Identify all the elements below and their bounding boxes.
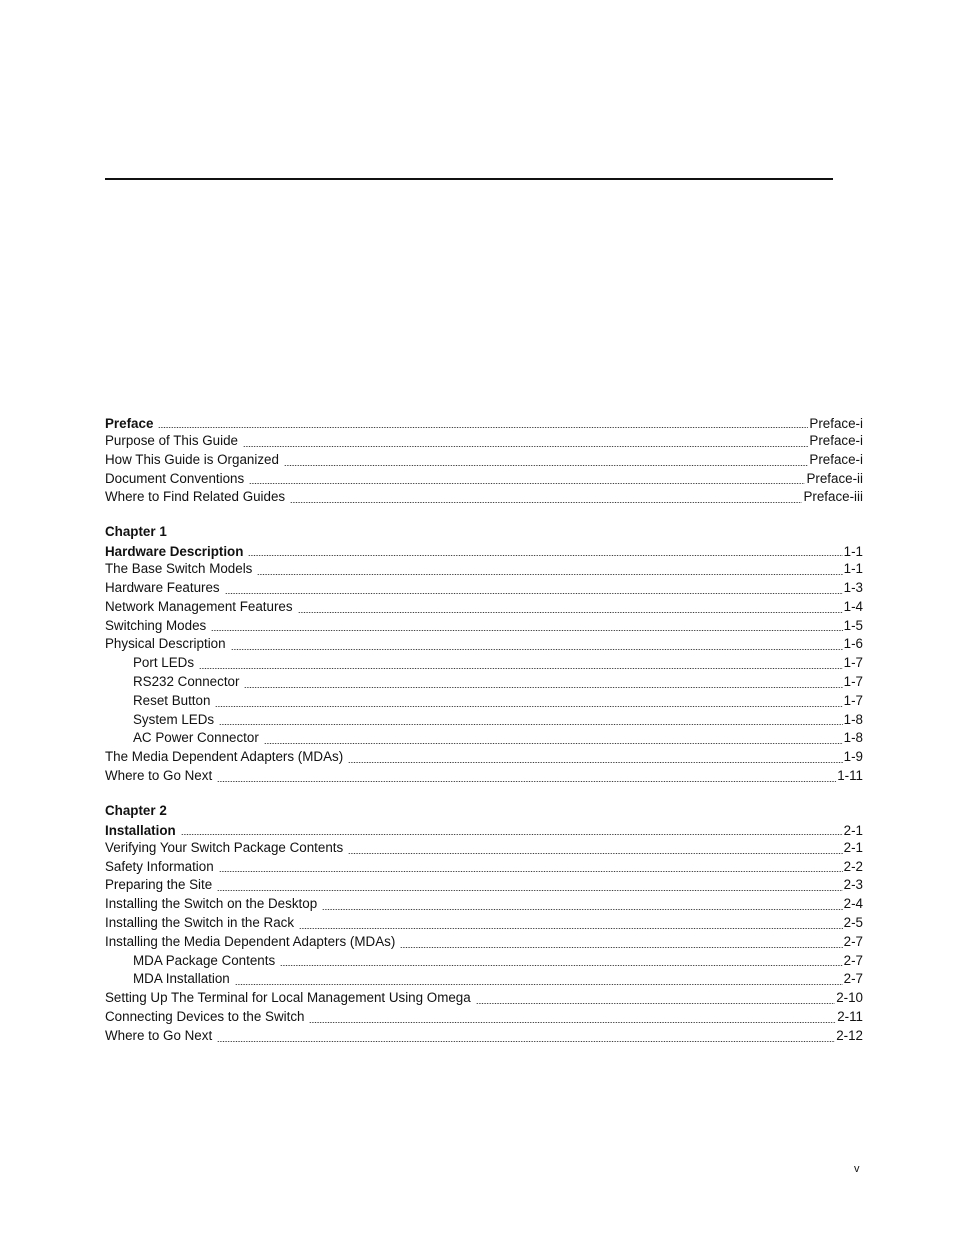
- toc-entry-page: 2-7: [843, 971, 863, 987]
- toc-entry[interactable]: [105, 933, 863, 952]
- toc-section-preface: [105, 416, 863, 507]
- dot-leader: [299, 928, 843, 929]
- dot-leader: [199, 668, 843, 669]
- dot-leader: [322, 909, 843, 910]
- toc-subentry[interactable]: [105, 729, 863, 748]
- toc-section-chapter-2: [105, 801, 863, 1046]
- toc-entry[interactable]: [105, 989, 863, 1008]
- toc-subentry[interactable]: [105, 711, 863, 730]
- dot-leader: [181, 834, 843, 835]
- toc-entry-title: Preface: [105, 416, 154, 431]
- dot-leader: [298, 612, 843, 613]
- dot-leader: [244, 687, 842, 688]
- toc-entry-page: 1-1: [843, 561, 863, 577]
- toc-entry[interactable]: [105, 598, 863, 617]
- toc-entry-page: 1-7: [843, 673, 863, 689]
- header-rule: [105, 178, 833, 180]
- toc-entry-page: Preface-iii: [803, 489, 863, 505]
- dot-leader: [264, 743, 843, 744]
- toc-entry-title: Reset Button: [133, 692, 211, 708]
- toc-entry-page: 2-1: [843, 822, 863, 838]
- toc-entry-title: Installing the Switch on the Desktop: [105, 896, 318, 912]
- toc-entry[interactable]: [105, 914, 863, 933]
- toc-entry-title: Where to Find Related Guides: [105, 489, 286, 505]
- dot-leader: [280, 965, 842, 966]
- toc-entry-page: Preface-i: [809, 433, 863, 448]
- toc-entry-page: 2-5: [843, 914, 863, 930]
- toc-subentry[interactable]: [105, 970, 863, 989]
- toc-entry[interactable]: [105, 1027, 863, 1046]
- toc-entry-page: 1-11: [837, 767, 863, 783]
- dot-leader: [348, 762, 842, 763]
- toc-entry-title: Hardware Description: [105, 544, 244, 560]
- dot-leader: [284, 465, 808, 466]
- dot-leader: [243, 446, 808, 447]
- toc-entry-page: 1-7: [843, 655, 863, 671]
- toc-subentry[interactable]: [105, 952, 863, 971]
- toc-heading-entry[interactable]: [105, 416, 863, 432]
- toc-entry-title: MDA Installation: [133, 971, 230, 987]
- toc-entry-title: Port LEDs: [133, 655, 195, 671]
- toc-entry[interactable]: [105, 876, 863, 895]
- dot-leader: [219, 871, 843, 872]
- toc-entry-title: The Media Dependent Adapters (MDAs): [105, 749, 344, 765]
- dot-leader: [158, 427, 808, 428]
- toc-entry[interactable]: [105, 1008, 863, 1027]
- dot-leader: [217, 890, 842, 891]
- toc-entry-page: 2-2: [843, 858, 863, 874]
- toc-entry-page: Preface-ii: [806, 470, 863, 486]
- toc-entry-page: 1-5: [843, 617, 863, 633]
- toc-entry-title: Installing the Media Dependent Adapters (MDAs): [105, 933, 396, 949]
- table-of-contents: [105, 416, 863, 1061]
- toc-heading-entry[interactable]: [105, 544, 863, 560]
- toc-entry-page: 1-1: [843, 544, 863, 560]
- toc-entry[interactable]: [105, 432, 863, 451]
- toc-heading-entry[interactable]: [105, 823, 863, 839]
- toc-entry-title: Connecting Devices to the Switch: [105, 1008, 305, 1024]
- toc-entry-page: 2-1: [843, 839, 863, 855]
- toc-entry[interactable]: [105, 858, 863, 877]
- toc-entry-title: System LEDs: [133, 711, 215, 727]
- dot-leader: [225, 593, 843, 594]
- dot-leader: [215, 706, 842, 707]
- toc-entry-title: The Base Switch Models: [105, 561, 253, 577]
- toc-entry-title: AC Power Connector: [133, 730, 259, 746]
- toc-entry-page: 2-7: [843, 952, 863, 968]
- toc-entry-page: 2-7: [843, 933, 863, 949]
- toc-entry[interactable]: [105, 560, 863, 579]
- toc-entry-title: Safety Information: [105, 858, 214, 874]
- toc-entry-title: Installation: [105, 822, 176, 838]
- toc-entry-page: 2-12: [836, 1027, 863, 1043]
- toc-entry-page: 2-4: [843, 896, 863, 912]
- toc-entry-page: 2-11: [837, 1008, 863, 1024]
- toc-entry-title: Switching Modes: [105, 617, 207, 633]
- toc-entry-title: Verifying Your Switch Package Contents: [105, 839, 344, 855]
- dot-leader: [235, 984, 843, 985]
- dot-leader: [348, 853, 842, 854]
- toc-entry[interactable]: [105, 895, 863, 914]
- toc-entry-title: Physical Description: [105, 636, 226, 652]
- toc-entry-page: 1-8: [843, 711, 863, 727]
- toc-entry-page: 1-3: [843, 579, 863, 595]
- toc-entry-page: 1-7: [843, 692, 863, 708]
- toc-entry-page: 1-8: [843, 730, 863, 746]
- toc-entry-page: Preface-i: [809, 451, 863, 467]
- toc-entry-title: Network Management Features: [105, 598, 293, 614]
- dot-leader: [211, 630, 842, 631]
- toc-entry-title: Installing the Switch in the Rack: [105, 914, 295, 930]
- chapter-label: Chapter 1: [105, 524, 167, 540]
- toc-entry-title: Hardware Features: [105, 579, 220, 595]
- dot-leader: [217, 781, 836, 782]
- toc-entry-page: 1-6: [843, 636, 863, 652]
- toc-entry-page: 2-10: [836, 990, 863, 1006]
- dot-leader: [476, 1003, 835, 1004]
- chapter-label: Chapter 2: [105, 802, 167, 818]
- toc-entry[interactable]: [105, 470, 863, 489]
- toc-entry[interactable]: [105, 488, 863, 507]
- dot-leader: [290, 502, 802, 503]
- toc-section-chapter-1: [105, 522, 863, 786]
- toc-entry[interactable]: [105, 579, 863, 598]
- toc-subentry[interactable]: [105, 673, 863, 692]
- toc-entry-page: 2-3: [843, 877, 863, 893]
- toc-entry[interactable]: [105, 635, 863, 654]
- dot-leader: [400, 947, 842, 948]
- toc-entry-page: 1-4: [843, 598, 863, 614]
- toc-entry[interactable]: [105, 839, 863, 858]
- toc-subentry[interactable]: [105, 654, 863, 673]
- toc-entry-title: Purpose of This Guide: [105, 433, 238, 448]
- dot-leader: [248, 555, 842, 556]
- toc-entry-page: Preface-i: [809, 416, 863, 431]
- toc-entry[interactable]: [105, 748, 863, 767]
- dot-leader: [257, 574, 842, 575]
- toc-entry-title: How This Guide is Organized: [105, 451, 279, 467]
- dot-leader: [309, 1022, 836, 1023]
- toc-entry-title: RS232 Connector: [133, 673, 240, 689]
- dot-leader: [217, 1041, 835, 1042]
- toc-entry-title: Preparing the Site: [105, 877, 213, 893]
- toc-subentry[interactable]: [105, 692, 863, 711]
- toc-entry-page: 1-9: [843, 749, 863, 765]
- toc-entry[interactable]: [105, 451, 863, 470]
- toc-entry[interactable]: [105, 767, 863, 786]
- toc-entry-title: Setting Up The Terminal for Local Management Using Omega: [105, 990, 471, 1006]
- toc-entry-title: MDA Package Contents: [133, 952, 276, 968]
- dot-leader: [249, 483, 805, 484]
- toc-entry-title: Where to Go Next: [105, 767, 213, 783]
- dot-leader: [231, 649, 843, 650]
- dot-leader: [219, 724, 843, 725]
- toc-entry[interactable]: [105, 617, 863, 636]
- toc-entry-title: Document Conventions: [105, 470, 245, 486]
- page-number: v: [854, 1163, 860, 1175]
- toc-entry-title: Where to Go Next: [105, 1027, 213, 1043]
